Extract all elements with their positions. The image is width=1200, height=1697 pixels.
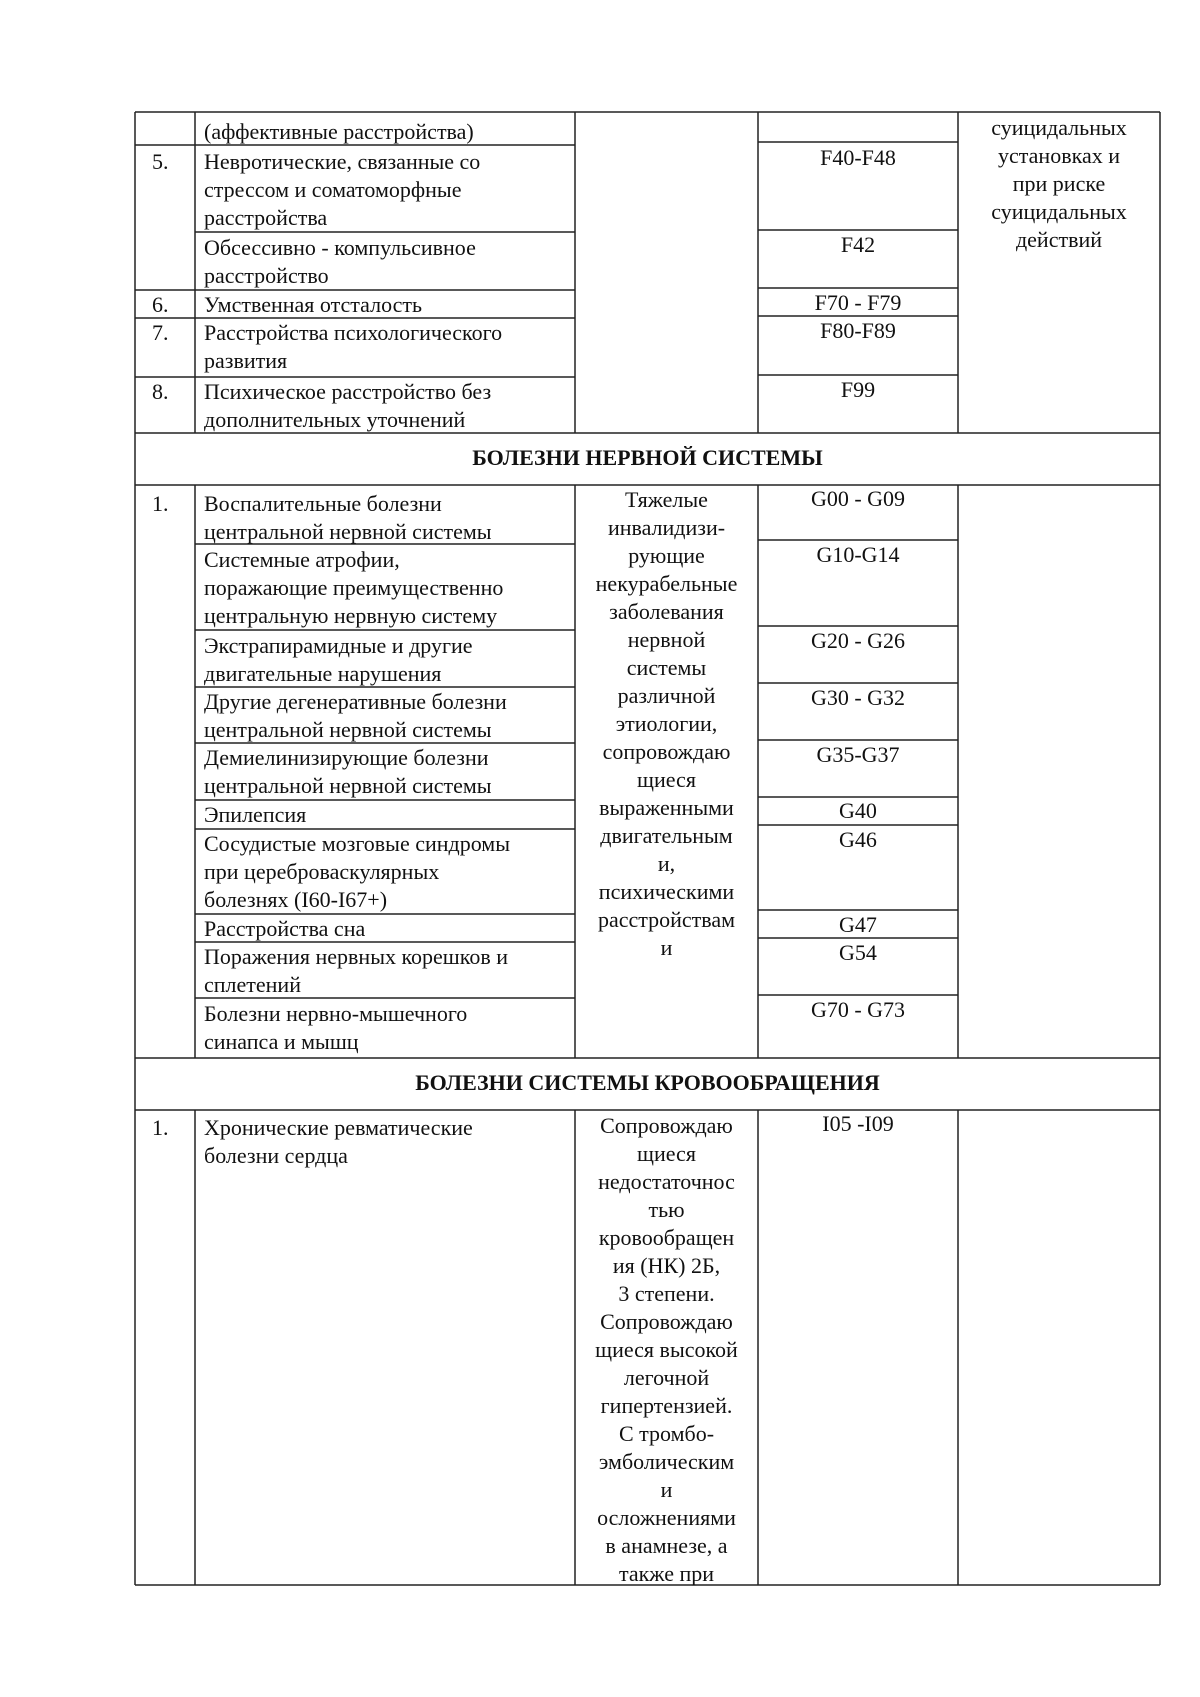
row5b-code: F42 [840, 232, 876, 257]
nervous-name-2: Системные атрофии, поражающие преимущественно центральную нервную систему [204, 547, 504, 628]
row5-code: F40-F48 [820, 145, 896, 170]
row8-name: Психическое расстройство без дополнительных уточнений [204, 379, 492, 432]
row7-code: F80-F89 [820, 318, 896, 343]
nervous-code-5: G35-G37 [816, 742, 900, 767]
row8-code: F99 [840, 377, 876, 402]
nervous-name-7: Сосудистые мозговые синдромы при цереброваскулярных болезнях (I60-I67+) [204, 831, 511, 912]
nervous-name-10: Болезни нервно-мышечного синапса и мышц [204, 1001, 468, 1054]
nervous-code-9: G54 [839, 940, 877, 965]
nervous-code-7: G46 [839, 827, 877, 852]
circulatory-name: Хронические ревматические болезни сердца [204, 1115, 473, 1168]
nervous-code-8: G47 [839, 912, 877, 937]
row5-name: Невротические, связанные со стрессом и соматоморфные расстройства [204, 149, 481, 230]
row4-name: (аффективные расстройства) [204, 119, 474, 144]
nervous-code-3: G20 - G26 [810, 628, 906, 653]
nervous-code-2: G10-G14 [816, 542, 900, 567]
nervous-name-5: Демиелинизирующие болезни центральной нервной системы [204, 745, 492, 798]
nervous-name-9: Поражения нервных корешков и сплетений [204, 944, 508, 997]
section-nervous-system-title: БОЛЕЗНИ НЕРВНОЙ СИСТЕМЫ [472, 445, 823, 470]
row5-number: 5. [152, 149, 169, 174]
nervous-code-6: G40 [839, 798, 877, 823]
suicidal-note: суицидальных установках и при риске суицидальных действий [991, 115, 1127, 252]
row6-number: 6. [152, 292, 169, 317]
row8-number: 8. [152, 379, 169, 404]
nervous-code-1: G00 - G09 [810, 486, 906, 511]
nervous-name-8: Расстройства сна [204, 916, 366, 941]
row6-code: F70 - F79 [814, 290, 902, 315]
nervous-name-3: Экстрапирамидные и другие двигательные нарушения [204, 633, 473, 686]
circulatory-code: I05 -I09 [822, 1111, 894, 1136]
nervous-name-6: Эпилепсия [204, 802, 307, 827]
section-circulatory-system-title: БОЛЕЗНИ СИСТЕМЫ КРОВООБРАЩЕНИЯ [415, 1070, 880, 1095]
row7-name: Расстройства психологического развития [204, 320, 503, 373]
nervous-name-1: Воспалительные болезни центральной нервной системы [204, 491, 492, 544]
nervous-code-10: G70 - G73 [810, 997, 906, 1022]
nervous-name-4: Другие дегенеративные болезни центральной нервной системы [204, 689, 507, 742]
row6-name: Умственная отсталость [204, 292, 423, 317]
row5b-name: Обсессивно - компульсивное расстройство [204, 235, 476, 288]
nervous-code-4: G30 - G32 [810, 685, 906, 710]
circulatory-row-number: 1. [152, 1115, 169, 1140]
circulatory-condition: Сопровождаю щиеся недостаточнос тью кровообращен ия (НК) 2Б, 3 степени. Сопровождаю щиеся высокой легочной гипертензией. С тромбо- эмболическим и осложнениями в анамнезе, а также при [595, 1113, 738, 1586]
row7-number: 7. [152, 320, 169, 345]
nervous-row-number: 1. [152, 491, 169, 516]
nervous-condition: Тяжелые инвалидизи- рующие некурабельные заболевания нервной системы различной этиологии, сопровождаю щиеся выраженными двигательным и, психическими расстройствам и [595, 487, 738, 960]
